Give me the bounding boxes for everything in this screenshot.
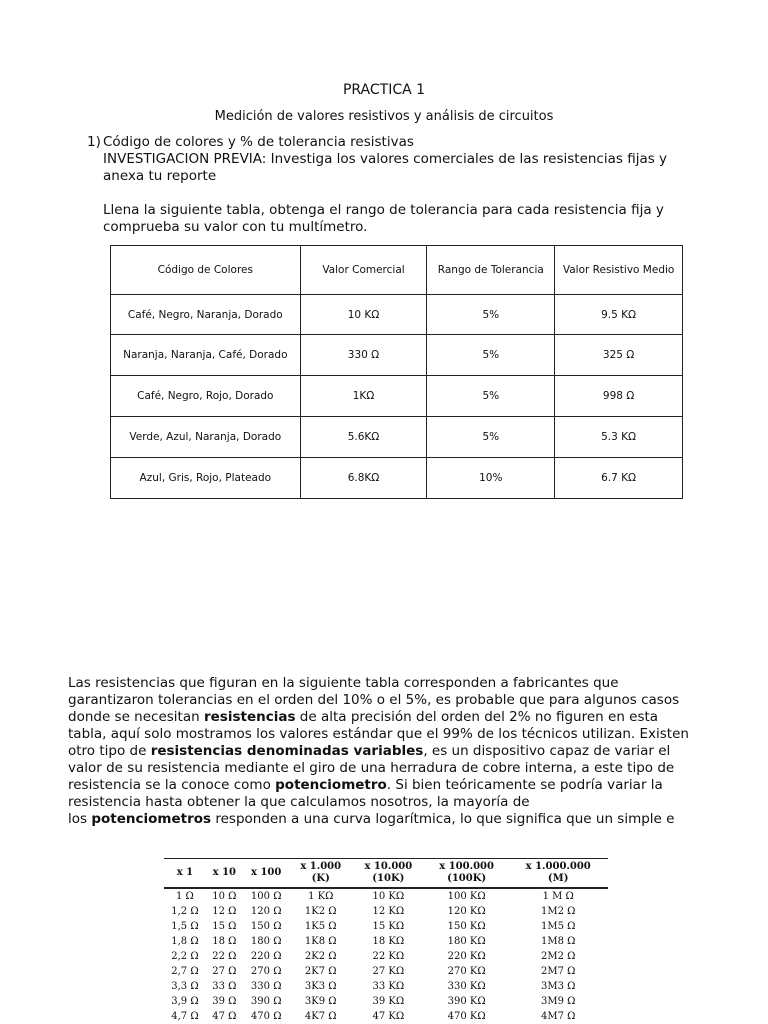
commercial-table-cell: 47 Ω — [212, 1011, 237, 1022]
commercial-table-cell: 150 KΩ — [447, 921, 486, 932]
commercial-table-cell: 10 KΩ — [372, 891, 405, 902]
table-cell: Verde, Azul, Naranja, Dorado — [111, 417, 301, 458]
resistor-table — [110, 245, 683, 499]
page-subtitle: Medición de valores resistivos y análisis de circuitos — [214, 109, 554, 124]
commercial-table-row — [164, 888, 608, 904]
commercial-table-cell: 1K5 Ω — [304, 921, 337, 932]
commercial-table-cell: 1,2 Ω — [171, 906, 199, 917]
commercial-table-cell: 100 Ω — [250, 891, 282, 902]
commercial-table-row — [164, 964, 608, 979]
table-cell: 5% — [427, 376, 555, 417]
commercial-header-cell: x 1 — [164, 859, 206, 889]
table-cell: 10 KΩ — [300, 295, 427, 335]
paragraph-line: otro tipo de resistencias denominadas variables, es un dispositivo capaz de variar el — [68, 743, 671, 759]
commercial-table-cell: 1K2 Ω — [304, 906, 337, 917]
commercial-table-cell: 2K7 Ω — [304, 966, 337, 977]
commercial-table-cell: 120 KΩ — [447, 906, 486, 917]
commercial-table-cell: 18 Ω — [212, 936, 237, 947]
commercial-table-row — [164, 934, 608, 949]
commercial-table-cell: 33 KΩ — [372, 981, 405, 992]
header-cell: Valor Comercial — [300, 246, 427, 295]
item-1 — [87, 134, 687, 236]
commercial-table-row — [164, 949, 608, 964]
commercial-table-cell: 10 Ω — [212, 891, 237, 902]
commercial-table-cell: 180 KΩ — [447, 936, 486, 947]
commercial-table-row — [164, 1009, 608, 1024]
table-cell: 10% — [427, 458, 555, 499]
commercial-table-cell: 150 Ω — [250, 921, 282, 932]
table-row — [111, 335, 683, 376]
table-cell: 5% — [427, 295, 555, 335]
table-row — [111, 376, 683, 417]
paragraph-line: valor de su resistencia mediante el giro de una herradura de cobre interna, a este tipo de — [68, 760, 675, 776]
commercial-table-row — [164, 979, 608, 994]
bold-term: potenciometro — [275, 777, 387, 793]
table-cell: 5% — [427, 417, 555, 458]
commercial-header-cell: x 1.000 (K) — [290, 859, 352, 889]
commercial-table-cell: 3,3 Ω — [171, 981, 199, 992]
commercial-table-cell: 2,2 Ω — [171, 951, 199, 962]
commercial-header-cell: x 10.000 (10K) — [352, 859, 425, 889]
commercial-table-cell: 27 Ω — [212, 966, 237, 977]
commercial-header-cell: x 100 — [243, 859, 290, 889]
table-cell: 6.7 KΩ — [555, 458, 683, 499]
commercial-table-cell: 220 KΩ — [447, 951, 486, 962]
commercial-header-cell: x 1.000.000 (M) — [508, 859, 608, 889]
commercial-table-cell: 12 Ω — [212, 906, 237, 917]
commercial-table-cell: 15 KΩ — [372, 921, 405, 932]
table-header-row — [111, 246, 683, 295]
commercial-table-cell: 15 Ω — [212, 921, 237, 932]
commercial-table-cell: 1M5 Ω — [540, 921, 576, 932]
commercial-table-cell: 1K8 Ω — [304, 936, 337, 947]
commercial-table-row — [164, 904, 608, 919]
paragraph-line: resistencia se la conoce como potenciometro. Si bien teóricamente se podría variar la — [68, 777, 663, 793]
commercial-table-cell: 1M8 Ω — [540, 936, 576, 947]
commercial-table-cell: 4K7 Ω — [304, 1011, 337, 1022]
paragraph-line: Las resistencias que figuran en la siguiente tabla corresponden a fabricantes que — [68, 675, 619, 691]
commercial-table-cell: 270 Ω — [250, 966, 282, 977]
commercial-table-cell: 220 Ω — [250, 951, 282, 962]
commercial-table-cell: 390 Ω — [250, 996, 282, 1007]
commercial-table-cell: 3M9 Ω — [540, 996, 576, 1007]
bold-term: potenciometros — [91, 811, 212, 827]
commercial-table-cell: 1 M Ω — [542, 891, 574, 902]
commercial-table-cell: 270 KΩ — [447, 966, 486, 977]
page-title: PRACTICA 1 — [342, 82, 426, 98]
commercial-table-cell: 1M2 Ω — [540, 906, 576, 917]
paragraph-line: resistencia hasta obtener la que calculamos nosotros, la mayoría de — [68, 794, 530, 810]
commercial-header-cell: x 100.000 (100K) — [425, 859, 509, 889]
research-line-2: anexa tu reporte — [103, 168, 217, 184]
commercial-table-cell: 180 Ω — [250, 936, 282, 947]
table-cell: 5.6KΩ — [300, 417, 427, 458]
commercial-table-cell: 27 KΩ — [372, 966, 405, 977]
instruction-line-1: Llena la siguiente tabla, obtenga el rango de tolerancia para cada resistencia fija y — [103, 202, 664, 218]
paragraph-line: tabla, aquí solo mostramos los valores estándar que el 99% de los técnicos utilizan. Existen — [68, 726, 689, 742]
table-row — [111, 458, 683, 499]
table-row — [111, 417, 683, 458]
commercial-table-cell: 39 Ω — [212, 996, 237, 1007]
commercial-table-cell: 12 KΩ — [372, 906, 405, 917]
item-heading: Código de colores y % de tolerancia resistivas — [103, 134, 414, 150]
commercial-table-cell: 2,7 Ω — [171, 966, 199, 977]
table-cell: 9.5 KΩ — [555, 295, 683, 335]
commercial-table-cell: 2K2 Ω — [304, 951, 337, 962]
commercial-table-cell: 470 KΩ — [447, 1011, 486, 1022]
commercial-table-cell: 3K3 Ω — [304, 981, 337, 992]
table-cell: Café, Negro, Naranja, Dorado — [111, 295, 301, 335]
commercial-table-cell: 33 Ω — [212, 981, 237, 992]
commercial-table-cell: 330 KΩ — [447, 981, 486, 992]
table-cell: 5.3 KΩ — [555, 417, 683, 458]
commercial-table-cell: 3M3 Ω — [540, 981, 576, 992]
paragraph-line: los potenciometros responden a una curva logarítmica, lo que significa que un simple e — [68, 811, 675, 827]
paragraph-line: donde se necesitan resistencias de alta precisión del orden del 2% no figuren en esta — [68, 709, 659, 725]
commercial-table-cell: 1 Ω — [176, 891, 194, 902]
header-cell: Código de Colores — [111, 246, 301, 295]
paragraph-line: garantizaron tolerancias en el orden del 10% o el 5%, es probable que para algunos casos — [68, 692, 680, 708]
commercial-table-cell: 2M2 Ω — [540, 951, 576, 962]
header-cell: Valor Resistivo Medio — [555, 246, 683, 295]
table-cell: 1KΩ — [300, 376, 427, 417]
commercial-table-cell: 4,7 Ω — [171, 1011, 199, 1022]
commercial-table-header — [164, 859, 608, 889]
bold-term: resistencias — [203, 709, 296, 725]
commercial-table-cell: 1,8 Ω — [171, 936, 199, 947]
table-cell: 6.8KΩ — [300, 458, 427, 499]
commercial-table-cell: 47 KΩ — [372, 1011, 405, 1022]
commercial-header-cell: x 10 — [206, 859, 243, 889]
commercial-table-cell: 22 Ω — [212, 951, 237, 962]
commercial-table-cell: 2M7 Ω — [540, 966, 576, 977]
table-cell: 5% — [427, 335, 555, 376]
body-paragraph — [68, 675, 700, 828]
commercial-table-cell: 4M7 Ω — [540, 1011, 576, 1022]
commercial-table-cell: 330 Ω — [250, 981, 282, 992]
commercial-table-row — [164, 994, 608, 1009]
item-number: 1) — [87, 134, 101, 150]
commercial-table-cell: 470 Ω — [250, 1011, 282, 1022]
commercial-table-cell: 39 KΩ — [372, 996, 405, 1007]
commercial-table-cell: 3K9 Ω — [304, 996, 337, 1007]
commercial-table-cell: 100 KΩ — [447, 891, 486, 902]
commercial-table-cell: 1 KΩ — [308, 891, 334, 902]
research-line-1: INVESTIGACION PREVIA: Investiga los valores comerciales de las resistencias fijas y — [103, 151, 668, 167]
commercial-table-cell: 22 KΩ — [372, 951, 405, 962]
table-cell: Naranja, Naranja, Café, Dorado — [111, 335, 301, 376]
header-cell: Rango de Tolerancia — [427, 246, 555, 295]
commercial-table-cell: 1,5 Ω — [171, 921, 199, 932]
table-cell: Café, Negro, Rojo, Dorado — [111, 376, 301, 417]
table-cell: 325 Ω — [555, 335, 683, 376]
commercial-values-table — [164, 858, 608, 1024]
commercial-table-cell: 120 Ω — [250, 906, 282, 917]
table-cell: 998 Ω — [555, 376, 683, 417]
table-row — [111, 295, 683, 335]
instruction-line-2: comprueba su valor con tu multímetro. — [103, 219, 368, 235]
commercial-table-cell: 390 KΩ — [447, 996, 486, 1007]
table-cell: 330 Ω — [300, 335, 427, 376]
bold-term: resistencias denominadas variables — [150, 743, 424, 759]
table-cell: Azul, Gris, Rojo, Plateado — [111, 458, 301, 499]
commercial-table-cell: 3,9 Ω — [171, 996, 199, 1007]
commercial-table-row — [164, 919, 608, 934]
commercial-table-cell: 18 KΩ — [372, 936, 405, 947]
